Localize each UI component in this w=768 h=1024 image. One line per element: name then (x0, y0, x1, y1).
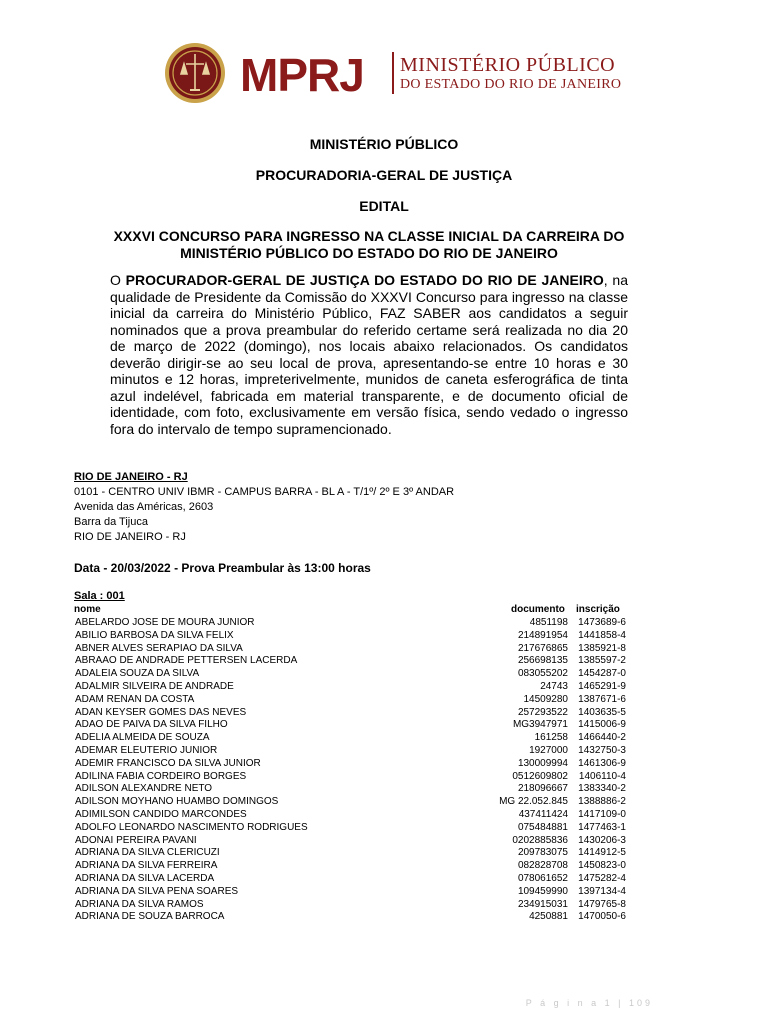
header-logo (160, 40, 622, 110)
table-row (74, 707, 628, 720)
cell-documento: 209783075 (517, 847, 568, 859)
location-block (74, 470, 454, 545)
cell-documento: 083055202 (517, 668, 568, 680)
cell-nome: ADRIANA DA SILVA LACERDA (75, 872, 215, 884)
cell-inscricao: 1479765-8 (578, 898, 626, 910)
cell-nome: ADONAI PEREIRA PAVANI (75, 834, 197, 846)
title-ministerio: MINISTÉRIO PÚBLICO (309, 136, 459, 152)
cell-inscricao: 1385597-2 (578, 655, 626, 667)
location-line1: 0101 - CENTRO UNIV IBMR - CAMPUS BARRA - BL A - T/1º/ 2º E 3º ANDAR (74, 486, 455, 498)
cell-inscricao: 1414912-5 (578, 847, 626, 859)
body-text: , na qualidade de Presidente da Comissão do XXXVI Concurso para ingresso na classe inicial da carreira do Ministério Público, FAZ SABER aos candidatos a seguir nominados que a prova preambular do referido certame será realizada no dia 20 de março de 2022 (domingo), nos locais abaixo relacionados. Os candidatos deverão dirigir-se ao seu local de prova, apresentando-se entre 10 horas e 30 minutos e 12 horas, impreterivelmente, munidos de caneta esferográfica de tinta azul indelével, fabricada em material transparente, e de documento oficial de identidade, com foto, exclusivamente em versão física, sendo vedado o ingresso fora do intervalo de tempo supramencionado. (110, 272, 628, 437)
cell-documento: 218096667 (517, 783, 568, 795)
cell-inscricao: 1383340-2 (578, 783, 626, 795)
cell-inscricao: 1477463-1 (578, 821, 626, 833)
logo-divider (392, 52, 394, 94)
cell-documento: 217676865 (517, 642, 568, 654)
cell-inscricao: 1388886-2 (578, 796, 626, 808)
cell-documento: 4851198 (529, 617, 568, 628)
table-row (74, 873, 628, 886)
cell-nome: ADALEIA SOUZA DA SILVA (75, 668, 200, 680)
location-title: RIO DE JANEIRO - RJ (74, 471, 188, 483)
col-inscricao-header: inscrição (576, 604, 620, 615)
cell-documento: MG 22.052.845 (499, 796, 568, 808)
col-documento-header: documento (511, 604, 565, 615)
table-row (74, 771, 628, 784)
cell-documento: 256698135 (517, 655, 568, 667)
cell-inscricao: 1403635-5 (578, 706, 626, 718)
logo-line2: DO ESTADO DO RIO DE JANEIRO (400, 77, 622, 92)
cell-documento: MG3947971 (512, 719, 568, 731)
cell-inscricao: 1430206-3 (578, 834, 626, 846)
cell-inscricao: 1441858-4 (578, 629, 626, 641)
cell-nome: ADRIANA DE SOUZA BARROCA (75, 911, 225, 923)
table-row (74, 809, 628, 822)
cell-documento: 109459990 (517, 885, 568, 897)
cell-nome: ABILIO BARBOSA DA SILVA FELIX (75, 629, 234, 641)
cell-nome: ADILINA FABIA CORDEIRO BORGES (75, 770, 247, 782)
cell-documento: 214891954 (517, 629, 568, 641)
candidate-table (74, 617, 628, 924)
table-row (74, 668, 628, 681)
cell-inscricao: 1465291-9 (578, 680, 626, 692)
table-row (74, 694, 628, 707)
cell-nome: ADEMIR FRANCISCO DA SILVA JUNIOR (75, 757, 261, 769)
body-bold: PROCURADOR-GERAL DE JUSTIÇA DO ESTADO DO RIO DE JANEIRO (125, 272, 604, 288)
table-row (74, 847, 628, 860)
edital-body (110, 272, 628, 437)
table-row (74, 796, 628, 809)
cell-nome: ADRIANA DA SILVA CLERICUZI (75, 847, 220, 859)
title-edital: EDITAL (359, 198, 409, 214)
table-row (74, 758, 628, 771)
cell-inscricao: 1475282-4 (578, 872, 626, 884)
table-row (74, 899, 628, 912)
cell-inscricao: 1450823-0 (578, 860, 626, 872)
cell-documento: 1927000 (529, 744, 568, 756)
cell-inscricao: 1406110-4 (578, 770, 626, 782)
cell-nome: ADOLFO LEONARDO NASCIMENTO RODRIGUES (75, 821, 308, 833)
cell-inscricao: 1473689-6 (578, 617, 626, 628)
table-row (74, 835, 628, 848)
table-row (74, 860, 628, 873)
cell-documento: 234915031 (517, 898, 568, 910)
table-row (74, 783, 628, 796)
location-line2: Avenida das Américas, 2603 (74, 501, 214, 513)
cell-inscricao: 1466440-2 (578, 732, 626, 744)
cell-nome: ADAM RENAN DA COSTA (75, 693, 195, 705)
table-row (74, 630, 628, 643)
logo-acronym: MPRJ (240, 49, 364, 101)
cell-nome: ADRIANA DA SILVA FERREIRA (75, 860, 218, 872)
cell-nome: ADRIANA DA SILVA PENA SOARES (75, 885, 239, 897)
cell-documento: 078061652 (517, 872, 568, 884)
cell-nome: ADRIANA DA SILVA RAMOS (75, 898, 204, 910)
cell-inscricao: 1385921-8 (578, 642, 626, 654)
table-row (74, 911, 628, 924)
body-lead: O (110, 272, 126, 288)
table-row (74, 643, 628, 656)
title-procuradoria: PROCURADORIA-GERAL DE JUSTIÇA (255, 167, 513, 183)
page-number: P á g i n a 1 | 109 (525, 998, 653, 1008)
table-row (74, 886, 628, 899)
exam-date: Data - 20/03/2022 - Prova Preambular às 13:00 horas (74, 561, 371, 575)
cell-nome: ADILSON ALEXANDRE NETO (75, 783, 213, 795)
table-row (74, 655, 628, 668)
cell-nome: ADILSON MOYHANO HUAMBO DOMINGOS (75, 796, 279, 808)
cell-documento: 437411424 (518, 808, 568, 820)
table-row (74, 617, 628, 630)
cell-documento: 24743 (540, 680, 568, 692)
cell-nome: ADAN KEYSER GOMES DAS NEVES (75, 706, 247, 718)
table-row (74, 822, 628, 835)
cell-nome: ADEMAR ELEUTERIO JUNIOR (75, 744, 218, 756)
table-row (74, 681, 628, 694)
cell-nome: ABRAAO DE ANDRADE PETTERSEN LACERDA (75, 655, 298, 667)
cell-nome: ADELIA ALMEIDA DE SOUZA (75, 732, 210, 744)
sala-label: Sala : 001 (74, 590, 125, 602)
cell-inscricao: 1387671-6 (578, 693, 626, 705)
cell-documento: 075484881 (517, 821, 568, 833)
cell-inscricao: 1454287-0 (578, 668, 626, 680)
edital-heading: XXXVI CONCURSO PARA INGRESSO NA CLASSE INICIAL DA CARREIRA DO MINISTÉRIO PÚBLICO DO ESTADO DO RIO DE JANEIRO (113, 228, 625, 261)
cell-documento: 257293522 (517, 706, 568, 718)
mprj-seal-icon (164, 42, 226, 104)
cell-inscricao: 1417109-0 (578, 808, 626, 820)
cell-nome: ADIMILSON CANDIDO MARCONDES (75, 808, 247, 820)
cell-documento: 0202885836 (512, 834, 568, 846)
location-line4: RIO DE JANEIRO - RJ (74, 531, 186, 543)
cell-inscricao: 1432750-3 (578, 744, 626, 756)
table-row (74, 745, 628, 758)
cell-nome: ABNER ALVES SERAPIAO DA SILVA (75, 642, 243, 654)
cell-inscricao: 1397134-4 (578, 885, 626, 897)
cell-nome: ADALMIR SILVEIRA DE ANDRADE (75, 680, 234, 692)
cell-documento: 0512609802 (512, 770, 568, 782)
cell-nome: ADAO DE PAIVA DA SILVA FILHO (75, 719, 228, 731)
cell-inscricao: 1461306-9 (578, 757, 626, 769)
col-nome-header: nome (74, 604, 101, 615)
cell-inscricao: 1470050-6 (578, 911, 626, 923)
cell-inscricao: 1415006-9 (578, 719, 626, 731)
logo-line1: MINISTÉRIO PÚBLICO (400, 54, 616, 76)
cell-nome: ABELARDO JOSE DE MOURA JUNIOR (75, 617, 255, 628)
cell-documento: 161258 (534, 732, 568, 744)
table-row (74, 732, 628, 745)
cell-documento: 082828708 (517, 860, 568, 872)
cell-documento: 130009994 (517, 757, 568, 769)
cell-documento: 14509280 (523, 693, 568, 705)
location-line3: Barra da Tijuca (74, 516, 148, 528)
cell-documento: 4250881 (529, 911, 568, 923)
table-row (74, 719, 628, 732)
